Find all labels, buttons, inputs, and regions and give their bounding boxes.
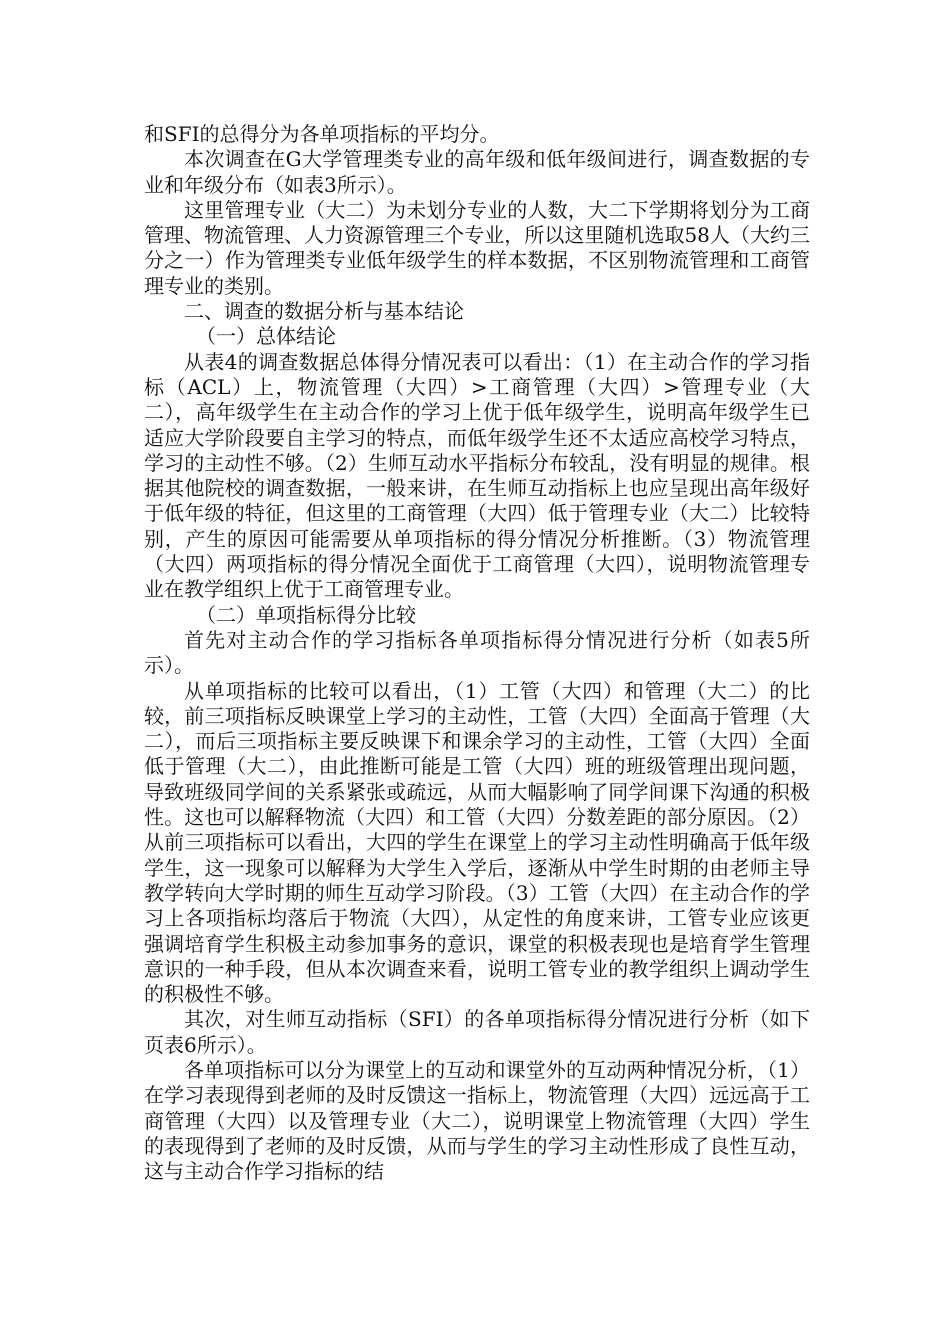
paragraph-acl-analysis: 从单项指标的比较可以看出，（1）工管（大四）和管理（大二）的比较，前三项指标反映课堂上学习的主动性，工管（大四）全面高于管理（大二），而后三项指标主要反映课下和课余学习的主动性，工管（大四）全面低于管理（大二），由此推断可能是工管（大四）班的班级管理出现问题，导致班级同学间的关系紧张或疏远，从而大幅影响了同学间课下沟通的积极性。这也可以解释物流（大四）和工管（大四）分数差距的部分原因。（2）从前三项指标可以看出，大四的学生在课堂上的学习主动性明确高于低年级学生，这一现象可以解释为大学生入学后，逐渐从中学生时期的由老师主导教学转向大学时期的师生互动学习阶段。（3）工管（大四）在主动合作的学习上各项指标均落后于物流（大四），从定性的角度来讲，工管专业应该更强调培育学生积极主动参加事务的意识，课堂的积极表现也是培育学生管理意识的一种手段，但从本次调查来看，说明工管专业的教学组织上调动学生的积极性不够。 bbox=[144, 678, 810, 1007]
paragraph-survey-scope: 本次调查在G大学管理类专业的高年级和低年级间进行，调查数据的专业和年级分布（如表3所示）。 bbox=[144, 147, 810, 197]
paragraph-continuation: 和SFI的总得分为各单项指标的平均分。 bbox=[144, 122, 500, 146]
paragraph-acl-intro: 首先对主动合作的学习指标各单项指标得分情况进行分析（如表5所示）。 bbox=[144, 627, 810, 678]
section-heading-analysis: 二、调查的数据分析与基本结论 bbox=[184, 299, 464, 324]
document-body bbox=[144, 122, 810, 1184]
paragraph-sfi-intro: 其次，对生师互动指标（SFI）的各单项指标得分情况进行分析（如下页表6所示）。 bbox=[144, 1007, 810, 1057]
paragraph-sample-description: 这里管理专业（大二）为未划分专业的人数，大二下学期将划分为工商管理、物流管理、人力资源管理三个专业，所以这里随机选取58人（大约三分之一）作为管理类专业低年级学生的样本数据，不区别物流管理和工商管理专业的类别。 bbox=[144, 197, 810, 298]
paragraph-sfi-analysis: 各单项指标可以分为课堂上的互动和课堂外的互动两种情况分析，（1）在学习表现得到老师的及时反馈这一指标上，物流管理（大四）远远高于工商管理（大四）以及管理专业（大二），说明课堂上物流管理（大四）学生的表现得到了老师的及时反馈，从而与学生的学习主动性形成了良性互动，这与主动合作学习指标的结 bbox=[144, 1057, 810, 1184]
subsection-heading-overall: （一）总体结论 bbox=[196, 324, 336, 349]
paragraph-overall-conclusion: 从表4的调查数据总体得分情况表可以看出：（1）在主动合作的学习指标（ACL）上，物流管理（大四）>工商管理（大四）>管理专业（大二），高年级学生在主动合作的学习上优于低年级学生，说明高年级学生已适应大学阶段要自主学习的特点，而低年级学生还不太适应高校学习特点，学习的主动性不够。（2）生师互动水平指标分布较乱，没有明显的规律。根据其他院校的调查数据，一般来讲，在生师互动指标上也应呈现出高年级好于低年级的特征，但这里的工商管理（大四）低于管理专业（大二）比较特别，产生的原因可能需要从单项指标的得分情况分析推断。（3）物流管理（大四）两项指标的得分情况全面优于工商管理（大四），说明物流管理专业在教学组织上优于工商管理专业。 bbox=[144, 349, 810, 602]
subsection-heading-single-index: （二）单项指标得分比较 bbox=[196, 602, 416, 627]
